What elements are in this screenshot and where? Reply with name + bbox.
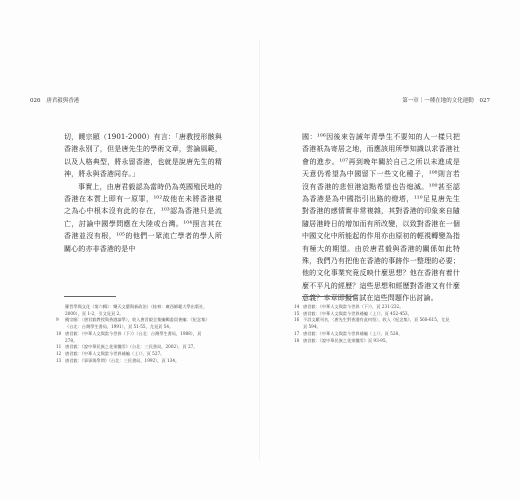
footnote-text: 唐君毅：《說中華民族之花果飄零》（台北：三民書局，2002），頁 27。	[65, 344, 198, 350]
footnote-18	[294, 338, 452, 345]
footnote-9	[56, 317, 214, 330]
footnote-12	[56, 351, 214, 358]
footnote-text: 唐君毅：《中華人文與當今世界（下）》（台北：台灣學生書局，1988），頁 278。	[65, 330, 202, 343]
footnote-number: 10	[56, 330, 62, 336]
footnote-text: 饒宗頤：〈唐君毅教授與香港論學〉，收入唐君毅全集編輯委員會編：《紀念集》（台北：台灣學生書局，1991），頁 51-55，尤見頁 54。	[65, 317, 210, 330]
footnote-number: 18	[294, 337, 300, 343]
footnote-text: 唐君毅：《中華人文與當今世界補編（上）》，頁 452-453。	[303, 310, 412, 316]
footnote-number: 11	[56, 344, 62, 350]
footnote-number: 12	[56, 350, 62, 356]
footnote-text: 唐君毅：《中華人文與當今世界（下）》，頁 231-232。	[303, 304, 404, 309]
footnote-number: 15	[294, 310, 300, 316]
footnote-text: 唐君毅：《事事與學問》（台北：三民書局，1992），頁 134。	[65, 357, 180, 363]
right-footnotes	[294, 304, 452, 344]
right-body-text	[302, 131, 460, 305]
left-running-header	[30, 96, 79, 104]
footnote-text: 唐君毅：《中華人文與當今世界補編（上）》，頁 528。	[303, 330, 403, 336]
footnote-number: 17	[294, 330, 300, 336]
footnote-number: 9	[56, 317, 59, 323]
left-running-head: 唐君毅與香港	[46, 98, 80, 104]
footnote-continued	[56, 304, 214, 317]
left-body-text	[64, 131, 222, 255]
footnote-14	[294, 304, 452, 311]
footnote-text: 唐君毅：《說中華民族之花果飄零》頁 93-95。	[303, 337, 390, 343]
footnote-text: 唐君毅：《中華人文與當今世界補編（上）》，頁 527。	[65, 350, 165, 356]
right-running-header	[402, 96, 490, 104]
footnote-17	[294, 331, 452, 338]
right-running-head: 第一章｜一種在地的文化運動	[402, 98, 474, 104]
left-footnote-rule	[64, 296, 116, 297]
footnote-number: 16	[294, 317, 300, 323]
left-page-number: 026	[30, 98, 41, 104]
footnote-text: 羅哲學與文化（第六輯）：樂天文藝與新政治）（桂林：廣西師範大學出版社，2000），頁 1-2，引文見頁 2。	[65, 304, 208, 316]
right-page-number: 027	[479, 98, 490, 104]
right-footnote-rule	[302, 296, 354, 297]
left-footnotes	[56, 304, 214, 364]
footnote-11	[56, 344, 214, 351]
right-paragraph-1: 國：¹⁰⁶因後來告誡年青學生不要知的人一樣只把香港祇為寄居之地，而應該用所學知識以求香港社會的進步。¹⁰⁷再到晚年關於自己之所以未進成是天意仍希望為中國留下一些文化種子，¹⁰⁸則言若沒有香港的悲怛港這點希望也告熄滅。¹⁰⁹甚至認為香港是為中國指引出路的燈塔，¹¹⁰足見唐先生對香港的感情實非常複雜，其對香港的印象來自隨隨居港時日的增加而有所改變，以致對香港在一個中國文化中所能起的作用亦由原初的輕視轉變為指有極大的期望。由於唐君毅與香港的關係如此特殊，我們乃有把他在香港的事跡作一整理的必要；他的文化事業究竟反映什麼思想？他在香港有着什麼不平凡的經歷？這些思想和經歷對香港又有什麼意義？本章即擬嘗試在這些問題作出討論。	[302, 133, 460, 303]
footnote-number: 13	[56, 357, 62, 363]
footnote-number: 14	[294, 304, 300, 309]
footnote-13	[56, 358, 214, 365]
left-paragraph-1: 切，饒宗頤（1901-2000）有言：「唐教授形骸與香港永別了，但是唐先生的學術文章，雲論風範，以及人格典型，將永留香港，也就是說唐先生的精神，將永與香港同存。」	[64, 133, 222, 179]
left-paragraph-2: 事實上，由唐君毅認為當時仍為英國殖民地的香港在本質上即有一原罪，¹⁰²故他在未將香港視之為心中根本沒有此的存在，¹⁰³認為香港只是流亡，討論中國學問應在大陸或台灣。¹⁰⁴照言其在香港並沒有根，¹⁰⁵的他們一眾流亡學者的學人所關心的亦非香港的是中	[64, 182, 222, 253]
footnote-16	[294, 317, 452, 330]
footnote-text: 不詳文獻刊名，〈唐先生對香港有此何怛〉，收入《紀念集》，頁 568-615，尤見頁 594。	[303, 317, 450, 330]
right-page	[260, 0, 520, 500]
footnote-10	[56, 331, 214, 344]
